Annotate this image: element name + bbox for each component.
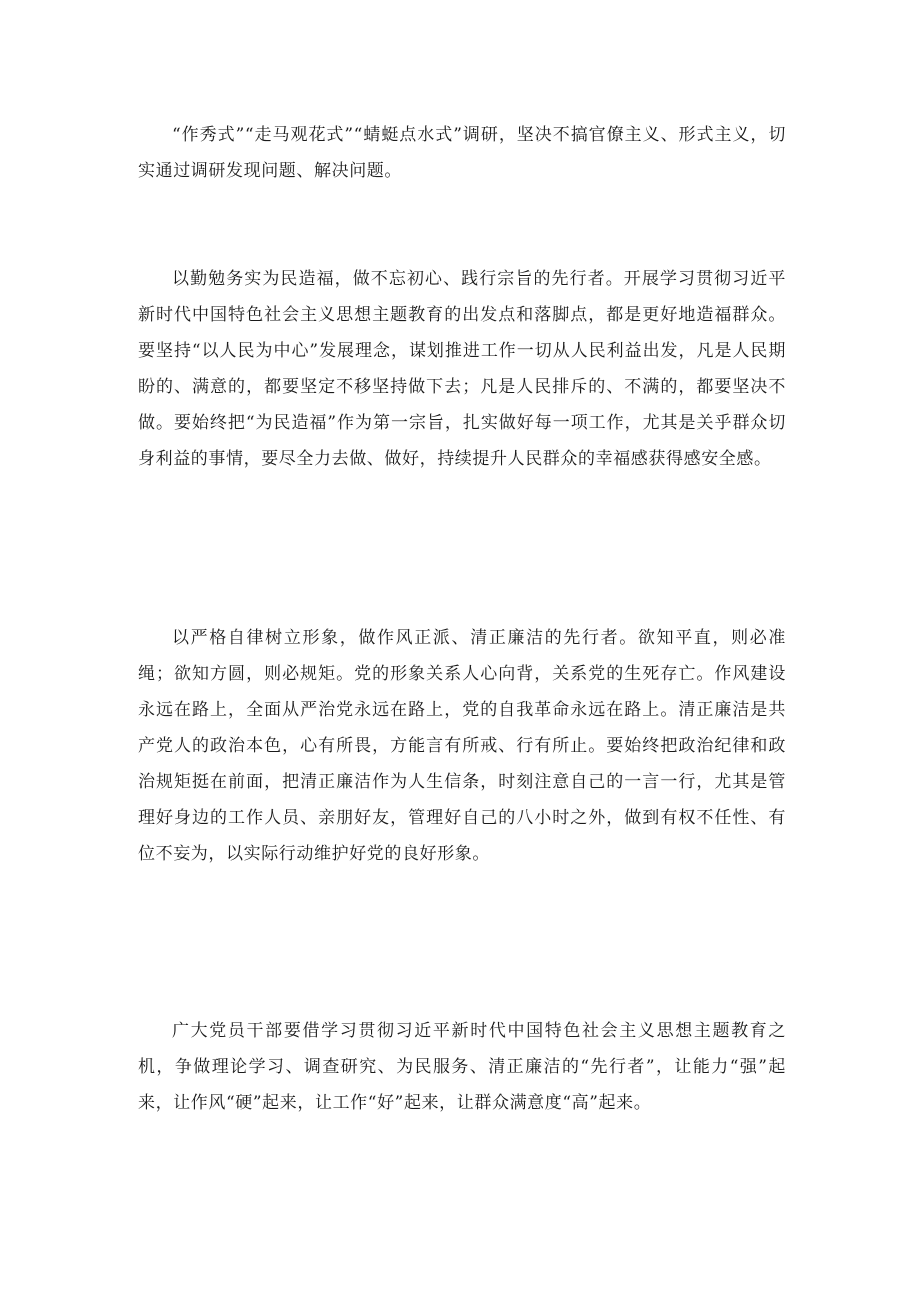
paragraph-research-continuation: “作秀式”“走马观花式”“蜻蜓点水式”调研，坚决不搞官僚主义、形式主义，切实通过调研发现问题、解决问题。 <box>138 125 786 181</box>
paragraph-self-discipline: 以严格自律树立形象，做作风正派、清正廉洁的先行者。欲知平直，则必准绳；欲知方圆，则必规矩。党的形象关系人心向背，关系党的生死存亡。作风建设永远在路上，全面从严治党永远在路上，党的自我革命永远在路上。清正廉洁是共产党人的政治本色，心有所畏，方能言有所戒、行有所止。要始终把政治纪律和政治规矩挺在前面，把清正廉洁作为人生信条，时刻注意自己的一言一行，尤其是管理好身边的工作人员、亲朋好友，管理好自己的八小时之外，做到有权不任性、有位不妄为，以实际行动维护好党的良好形象。 <box>138 628 786 864</box>
paragraph-serve-people: 以勤勉务实为民造福，做不忘初心、践行宗旨的先行者。开展学习贯彻习近平新时代中国特色社会主义思想主题教育的出发点和落脚点，都是更好地造福群众。要坚持“以人民为中心”发展理念，谋划推进工作一切从人民利益出发，凡是人民期盼的、满意的，都要坚定不移坚持做下去；凡是人民排斥的、不满的，都要坚决不做。要始终把“为民造福”作为第一宗旨，扎实做好每一项工作，尤其是关乎群众切身利益的事情，要尽全力去做、做好，持续提升人民群众的幸福感获得感安全感。 <box>138 269 786 469</box>
paragraph-conclusion: 广大党员干部要借学习贯彻习近平新时代中国特色社会主义思想主题教育之机，争做理论学习、调查研究、为民服务、清正廉洁的“先行者”，让能力“强”起来，让作风“硬”起来，让工作“好”起来，让群众满意度“高”起来。 <box>138 1021 786 1113</box>
